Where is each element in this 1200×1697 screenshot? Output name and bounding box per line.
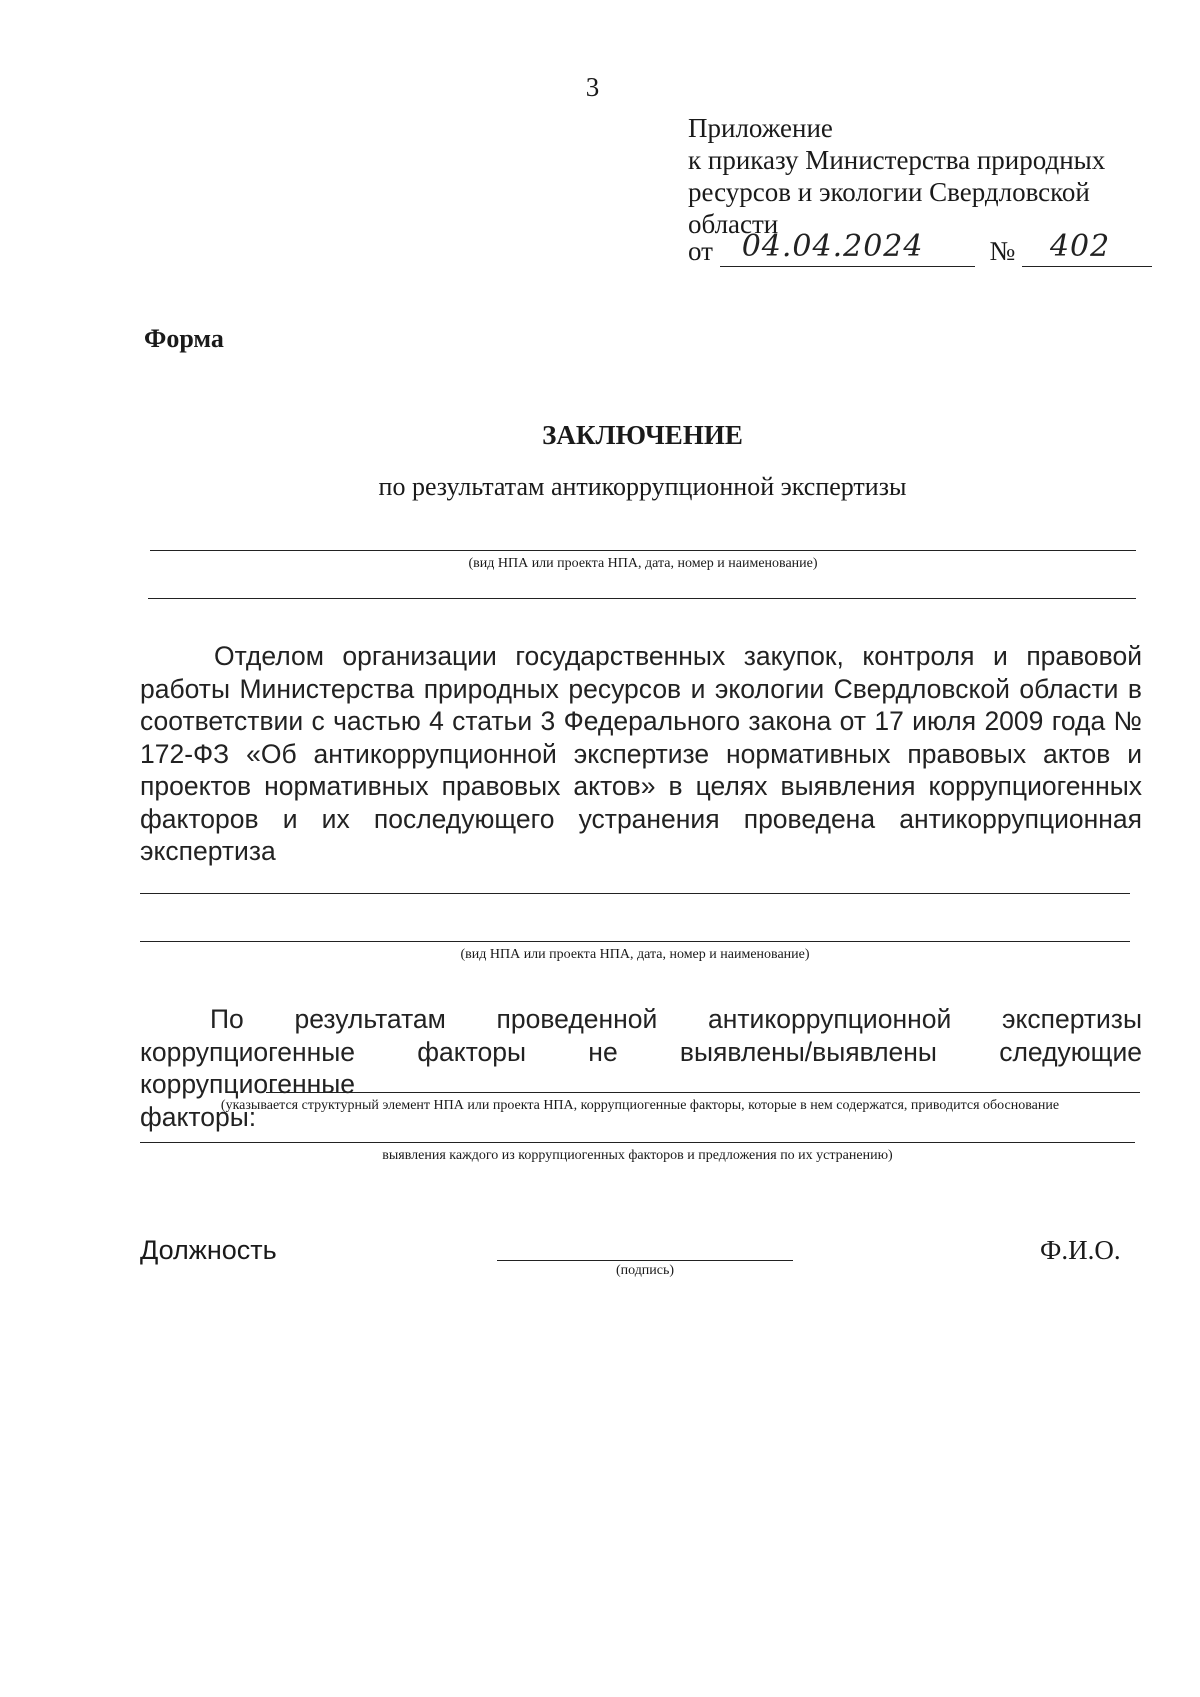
from-label: от bbox=[688, 236, 713, 266]
blank-line bbox=[266, 1092, 1140, 1093]
handwritten-date: 04.04.2024 bbox=[741, 229, 924, 264]
results-line: факторы: bbox=[140, 1101, 257, 1132]
results-line: По результатам проведенной антикоррупционной экспертизы bbox=[210, 1004, 1142, 1034]
handwritten-number: 402 bbox=[1049, 229, 1111, 264]
appendix-block bbox=[688, 112, 1105, 240]
blank-line bbox=[140, 941, 1130, 942]
position-label: Должность bbox=[140, 1235, 277, 1265]
appendix-line: ресурсов и экологии Свердловской bbox=[688, 177, 1090, 207]
results-line: коррупциогенные факторы не выявлены/выявлены следующие коррупциогенные bbox=[140, 1036, 1142, 1099]
appendix-line: к приказу Министерства природных bbox=[688, 145, 1106, 175]
appendix-line: области bbox=[688, 209, 779, 239]
date-field bbox=[720, 229, 975, 267]
page-number: 3 bbox=[585, 72, 600, 102]
signature-line bbox=[497, 1260, 793, 1261]
number-label: № bbox=[989, 236, 1016, 266]
blank-line bbox=[140, 1142, 1135, 1143]
form-label: Форма bbox=[144, 324, 224, 353]
blank-line bbox=[140, 893, 1130, 894]
order-date-number-row bbox=[688, 229, 1152, 267]
caption-npa: (вид НПА или проекта НПА, дата, номер и наименование) bbox=[460, 947, 810, 962]
body-paragraph bbox=[140, 640, 1142, 868]
signature-caption: (подпись) bbox=[615, 1263, 675, 1278]
blank-line bbox=[148, 598, 1136, 599]
blank-line bbox=[150, 550, 1136, 551]
caption-factors: (указывается структурный элемент НПА или проекта НПА, коррупциогенные факторы, которые в нем содержатся, приводится обоснование bbox=[220, 1098, 1060, 1113]
body-text: Отделом организации государственных закупок, контроля и правовой работы Министерства природных ресурсов и экологии Свердловской области в соответствии с частью 4 статьи 3 Федерального закона от 17 июля 2009 года № 172-ФЗ «Об антикоррупционной экспертизе нормативных правовых актов и проектов нормативных правовых актов» в целях выявления коррупциогенных факторов и их последующего устранения проведена антикоррупционная экспертиза bbox=[140, 641, 1142, 866]
document-subtitle: по результатам антикоррупционной экспертизы bbox=[378, 472, 907, 501]
caption-npa: (вид НПА или проекта НПА, дата, номер и наименование) bbox=[468, 556, 818, 571]
caption-factors: выявления каждого из коррупциогенных факторов и предложения по их устранению) bbox=[382, 1148, 893, 1163]
full-name-label: Ф.И.О. bbox=[1040, 1235, 1121, 1265]
appendix-line: Приложение bbox=[688, 113, 833, 143]
document-title: ЗАКЛЮЧЕНИЕ bbox=[542, 420, 743, 450]
number-field bbox=[1022, 229, 1152, 267]
